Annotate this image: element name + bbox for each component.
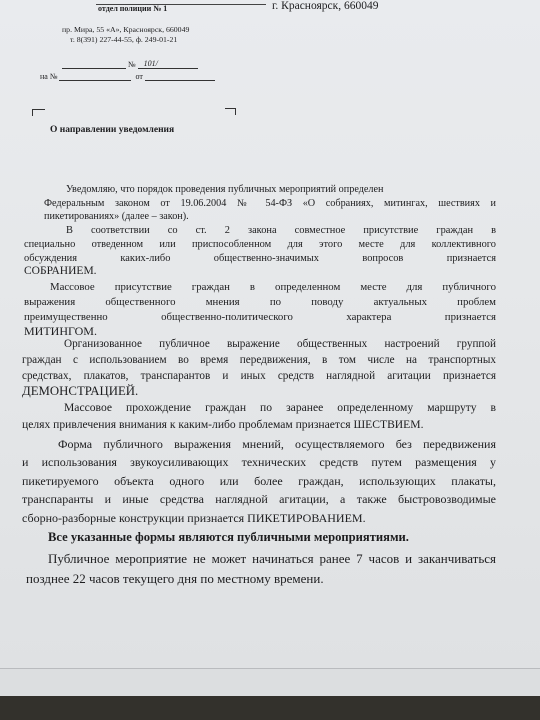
- text-line: Массовое присутствие граждан в определенном месте для публичного: [50, 281, 496, 293]
- recipient-city: г. Красноярск, 660049: [272, 0, 379, 12]
- text-line: ДЕМОНСТРАЦИЕЙ.: [22, 384, 139, 399]
- number-value: 101/: [143, 59, 158, 68]
- text-line: выражения общественного мнения по поводу актуальных проблем: [24, 295, 496, 308]
- text-line: транспаранты и иные средства наглядной агитации, а также быстровозводимые: [22, 492, 496, 507]
- reply-label: на №: [40, 72, 58, 81]
- paragraph-3: [22, 280, 496, 339]
- text-line: Уведомляю, что порядок проведения публичных мероприятий определен: [66, 184, 384, 195]
- from-label: от: [135, 72, 143, 81]
- text-line: пикетируемого объекта одного или более граждан, использующих плакаты,: [22, 473, 496, 488]
- paragraph-7: [22, 528, 496, 546]
- paragraph-5: [22, 399, 496, 433]
- text-line: Федеральным законом от 19.06.2004 № 54-ФЗ «О собраниях, митингах, шествиях и: [44, 197, 496, 209]
- text-line: сборно-разборные конструкции признается ПИКЕТИРОВАНИЕМ.: [22, 510, 366, 525]
- paragraph-1: [22, 183, 496, 224]
- outgoing-number-row: [62, 59, 198, 69]
- department-name: отдел полиции № 1: [98, 4, 168, 13]
- address-line: пр. Мира, 55 «А», Красноярск, 660049: [62, 25, 190, 34]
- text-line: Организованное публичное выражение общественных настроений группой: [64, 338, 496, 350]
- text-line: специально отведенном или приспособленном для этого месте для коллективного: [24, 238, 496, 250]
- text-line: МИТИНГОМ.: [24, 324, 97, 339]
- text-line: В соответствии со ст. 2 закона совместное присутствие граждан в: [66, 225, 496, 236]
- from-blank: [145, 71, 215, 81]
- date-blank: [62, 59, 126, 69]
- bold-statement: Все указанные формы являются публичными мероприятиями.: [48, 530, 409, 544]
- paragraph-8: [22, 549, 496, 589]
- text-line: средствах, плакатов, транспарантов и иных средств наглядной агитации признается: [22, 369, 496, 382]
- subject-line: О направлении уведомления: [50, 125, 175, 135]
- table-surface: [0, 696, 540, 720]
- text-line: целях привлечения внимания к каким-либо проблемам признается ШЕСТВИЕМ.: [22, 418, 424, 431]
- text-line: пикетированиях» (далее – закон).: [44, 211, 189, 222]
- text-line: и использования звукоусиливающих технических средств путем размещения у: [22, 455, 496, 470]
- number-label: №: [128, 60, 136, 69]
- reply-number-row: [40, 71, 215, 81]
- paragraph-4: [22, 337, 496, 400]
- text-line: Публичное мероприятие не может начинаться ранее 7 часов и заканчиваться: [48, 551, 496, 566]
- paragraph-2: [22, 224, 496, 279]
- subject-bracket-left: [32, 109, 45, 116]
- number-blank: [138, 59, 198, 69]
- text-line: Форма публичного выражения мнений, осуществляемого без передвижения: [58, 437, 496, 451]
- paragraph-6: [22, 435, 496, 527]
- subject-bracket-right: [225, 108, 236, 115]
- text-line: граждан с использованием во время передвижения, в том числе на транспортных: [22, 353, 496, 366]
- text-line: преимущественно общественно-политического характера признается: [24, 310, 496, 323]
- text-line: СОБРАНИЕМ.: [24, 265, 97, 278]
- text-line: обсуждения каких-либо общественно-значимых вопросов признается: [24, 252, 496, 264]
- underlying-sheet: [0, 668, 540, 697]
- phone-line: т. 8(391) 227-44-55, ф. 249-01-21: [70, 35, 178, 44]
- text-line: позднее 22 часов текущего дня по местному времени.: [26, 571, 324, 586]
- reply-blank: [59, 71, 131, 81]
- text-line: Массовое прохождение граждан по заранее определенному маршруту в: [64, 401, 496, 414]
